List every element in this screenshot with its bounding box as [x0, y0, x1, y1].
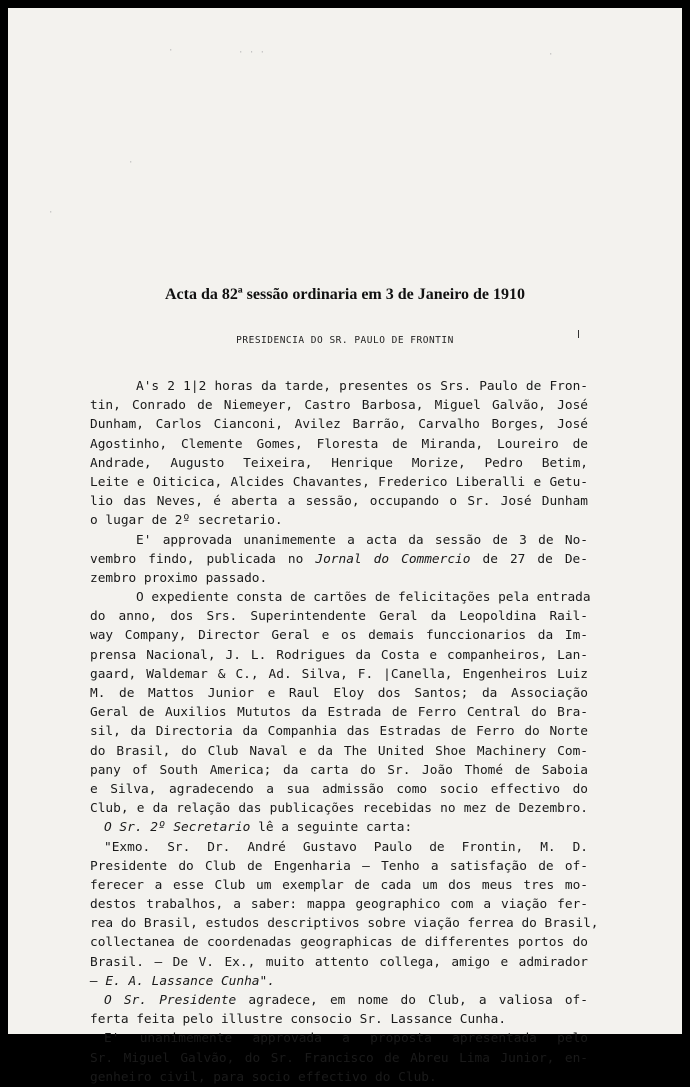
text-line: Andrade, Augusto Teixeira, Henrique Morize, Pedro Betim,: [90, 455, 588, 471]
text-line: ferta feita pelo illustre consocio Sr. Lassance Cunha.: [90, 1012, 507, 1028]
text-line: Geral de Auxilios Mututos da Estrada de Ferro Central do Bra-: [90, 705, 588, 721]
document-body: [90, 377, 599, 1087]
scan-speck: ·: [128, 158, 134, 168]
signature-line: — E. A. Lassance Cunha".: [90, 973, 275, 989]
text-line: destos trabalhos, a saber: mappa geographico com a viação fer-: [90, 897, 588, 913]
text-line: M. de Mattos Junior e Raul Eloy dos Santos; da Associação: [90, 686, 588, 701]
text-line: o lugar de 2º secretario.: [90, 513, 283, 529]
text-line: Sr. Miguel Galvão, do Sr. Francisco de Abreu Lima Junior, en-: [90, 1050, 588, 1066]
text-line: Leite e Oiticica, Alcides Chavantes, Frederico Liberalli e Getu-: [90, 474, 588, 490]
text-line: way Company, Director Geral e os demais funccionarios da Im-: [90, 628, 588, 644]
scan-speck: ·: [48, 208, 54, 218]
text-line: [90, 818, 588, 837]
text-line: ferecer a esse Club um exemplar de cada um dos meus tres mo-: [90, 877, 588, 893]
text-line: pany of South America; da carta do Sr. João Thomé de Saboia: [90, 762, 588, 778]
page-title: Acta da 82ª sessão ordinaria em 3 de Janeiro de 1910: [164, 286, 526, 303]
text-line: Agostinho, Clemente Gomes, Floresta de Miranda, Loureiro de: [90, 436, 588, 452]
text-line: Presidente do Club de Engenharia — Tenho a satisfação de of-: [90, 858, 588, 874]
text-line: [90, 550, 588, 569]
text-line: E' approvada unanimemente a acta da sessão de 3 de No-: [136, 532, 588, 548]
text-segment: de 27 de De-: [482, 551, 588, 567]
text-line: collectanea de coordenadas geographicas de differentes portos do: [90, 935, 588, 951]
text-segment: agradece, em nome do Club, a valiosa of-: [248, 993, 588, 1008]
text-line: rea do Brasil, estudos descriptivos sobre viação ferrea do Brasil,: [90, 916, 599, 932]
text-line: tin, Conrado de Niemeyer, Castro Barbosa, Miguel Galvão, José: [90, 398, 588, 414]
text-line: do Brasil, do Club Naval e da The United Shoe Machinery Com-: [90, 743, 588, 759]
text-line: "Exmo. Sr. Dr. André Gustavo Paulo de Frontin, M. D.: [104, 839, 588, 855]
text-line: sil, da Directoria da Companhia das Estradas de Ferro do Norte: [90, 724, 588, 740]
text-line: E' unanimemente approvada a proposta apresentada pelo: [104, 1031, 588, 1047]
page-subtitle: PRESIDENCIA DO SR. PAULO DE FRONTIN: [236, 335, 454, 346]
text-line: gaard, Waldemar & C., Ad. Silva, F. |Canella, Engenheiros Luiz: [90, 666, 588, 682]
text-line: Brasil. — De V. Ex., muito attento collega, amigo e admirador: [90, 954, 588, 970]
scan-speck: ·: [548, 50, 554, 60]
text-line: [90, 991, 588, 1010]
speaker-label: O Sr. Presidente: [104, 993, 237, 1008]
speaker-label: O Sr. 2º Secretario: [104, 820, 251, 836]
text-line: Club, e da relação das publicações recebidas no mez de Dezembro.: [90, 801, 588, 817]
text-segment: lê a seguinte carta:: [258, 820, 413, 836]
text-line: lio das Neves, é aberta a sessão, occupando o Sr. José Dunham: [90, 494, 588, 510]
text-line: genheiro civil, para socio effectivo do Club.: [90, 1069, 437, 1085]
text-line: O expediente consta de cartões de felicitações pela entrada: [136, 590, 591, 606]
scan-speck: ·: [168, 46, 174, 56]
text-line: prensa Nacional, J. L. Rodrigues da Costa e companheiros, Lan-: [90, 647, 588, 663]
document-page: [8, 8, 682, 1085]
text-segment: vembro findo, publicada no: [90, 551, 304, 567]
scan-speck: · · ·: [238, 48, 266, 58]
text-line: do anno, dos Srs. Superintendente Geral da Leopoldina Rail-: [90, 609, 588, 625]
text-line: e Silva, agradecendo a sua admissão como socio effectivo do: [90, 781, 588, 797]
newspaper-name: Jornal do Commercio: [315, 551, 471, 567]
text-line: A's 2 1|2 horas da tarde, presentes os Srs. Paulo de Fron-: [136, 379, 588, 394]
text-line: [90, 972, 588, 991]
text-line: Dunham, Carlos Cianconi, Avilez Barrão, Carvalho Borges, José: [90, 417, 588, 433]
text-line: zembro proximo passado.: [90, 570, 268, 586]
